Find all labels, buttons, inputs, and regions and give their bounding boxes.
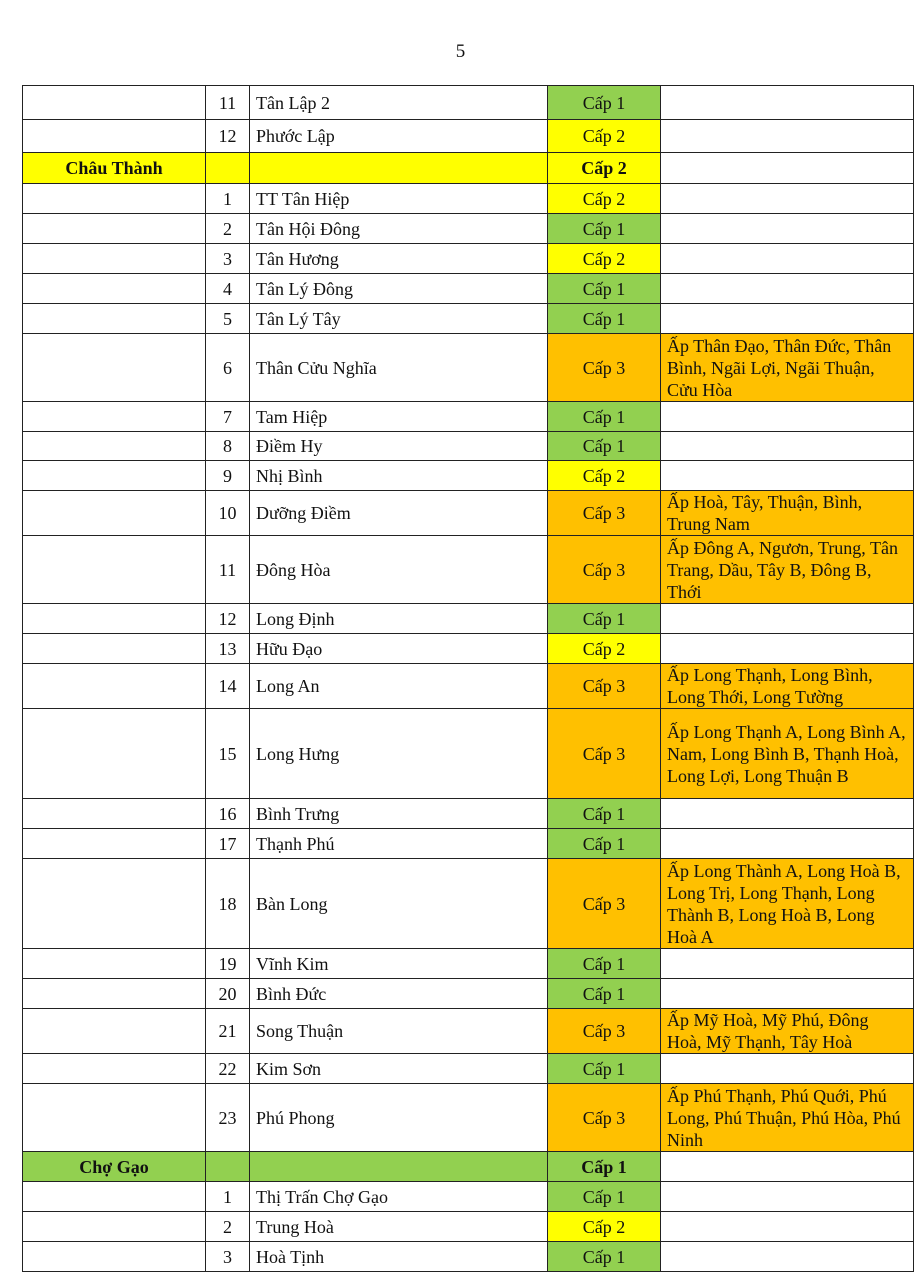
number-cell: 3	[206, 244, 250, 274]
district-cell	[23, 274, 206, 304]
commune-name-cell: Phú Phong	[250, 1084, 548, 1152]
number-cell: 12	[206, 120, 250, 153]
note-cell: Ấp Đông A, Ngươn, Trung, Tân Trang, Dầu, Tây B, Đông B, Thới	[661, 536, 914, 604]
district-cell	[23, 536, 206, 604]
level-cell: Cấp 2	[548, 634, 661, 664]
district-cell	[23, 244, 206, 274]
commune-name-cell: Nhị Bình	[250, 461, 548, 491]
note-cell	[661, 1054, 914, 1084]
commune-name-cell	[250, 153, 548, 184]
commune-name-cell: Bàn Long	[250, 859, 548, 949]
commune-name-cell: Tam Hiệp	[250, 402, 548, 432]
table-row	[23, 86, 914, 120]
number-cell: 7	[206, 402, 250, 432]
district-cell	[23, 432, 206, 461]
level-cell: Cấp 1	[548, 304, 661, 334]
number-cell: 13	[206, 634, 250, 664]
number-cell: 9	[206, 461, 250, 491]
district-cell	[23, 1242, 206, 1272]
table-row	[23, 829, 914, 859]
note-cell: Ấp Phú Thạnh, Phú Quới, Phú Long, Phú Thuận, Phú Hòa, Phú Ninh	[661, 1084, 914, 1152]
note-cell	[661, 1182, 914, 1212]
table-row	[23, 214, 914, 244]
district-cell: Chợ Gạo	[23, 1152, 206, 1182]
table-row	[23, 274, 914, 304]
commune-name-cell: Thân Cửu Nghĩa	[250, 334, 548, 402]
level-cell: Cấp 3	[548, 1084, 661, 1152]
note-cell: Ấp Hoà, Tây, Thuận, Bình, Trung Nam	[661, 491, 914, 536]
commune-name-cell	[250, 1152, 548, 1182]
district-cell	[23, 86, 206, 120]
note-cell	[661, 120, 914, 153]
level-cell: Cấp 3	[548, 1009, 661, 1054]
commune-name-cell: Phước Lập	[250, 120, 548, 153]
district-cell	[23, 304, 206, 334]
table-row	[23, 461, 914, 491]
risk-level-table	[22, 85, 914, 1272]
note-cell	[661, 432, 914, 461]
commune-name-cell: Thị Trấn Chợ Gạo	[250, 1182, 548, 1212]
number-cell: 2	[206, 214, 250, 244]
number-cell: 14	[206, 664, 250, 709]
table-row	[23, 634, 914, 664]
page-number: 5	[455, 41, 466, 62]
district-cell	[23, 979, 206, 1009]
level-cell: Cấp 3	[548, 709, 661, 799]
commune-name-cell: Tân Lý Đông	[250, 274, 548, 304]
note-cell: Ấp Thân Đạo, Thân Đức, Thân Bình, Ngãi Lợi, Ngãi Thuận, Cửu Hòa	[661, 334, 914, 402]
table-row	[23, 244, 914, 274]
note-cell: Ấp Long Thành A, Long Hoà B, Long Trị, Long Thạnh, Long Thành B, Long Hoà B, Long Hoà A	[661, 859, 914, 949]
number-cell: 15	[206, 709, 250, 799]
note-cell	[661, 799, 914, 829]
number-cell: 20	[206, 979, 250, 1009]
note-cell: Ấp Long Thạnh A, Long Bình A, Nam, Long Bình B, Thạnh Hoà, Long Lợi, Long Thuận B	[661, 709, 914, 799]
table-row	[23, 1182, 914, 1212]
level-cell: Cấp 2	[548, 1212, 661, 1242]
table-row	[23, 604, 914, 634]
table-row	[23, 1212, 914, 1242]
number-cell: 5	[206, 304, 250, 334]
note-cell: Ấp Mỹ Hoà, Mỹ Phú, Đông Hoà, Mỹ Thạnh, Tây Hoà	[661, 1009, 914, 1054]
level-cell: Cấp 3	[548, 491, 661, 536]
number-cell	[206, 153, 250, 184]
table-row	[23, 1084, 914, 1152]
table-row	[23, 1242, 914, 1272]
level-cell: Cấp 1	[548, 979, 661, 1009]
district-cell	[23, 184, 206, 214]
district-cell	[23, 799, 206, 829]
note-cell	[661, 1152, 914, 1182]
district-cell	[23, 634, 206, 664]
district-cell	[23, 120, 206, 153]
district-cell	[23, 402, 206, 432]
district-cell	[23, 1084, 206, 1152]
note-cell	[661, 184, 914, 214]
commune-name-cell: Vĩnh Kim	[250, 949, 548, 979]
level-cell: Cấp 1	[548, 604, 661, 634]
note-cell	[661, 402, 914, 432]
level-cell: Cấp 3	[548, 664, 661, 709]
level-cell: Cấp 1	[548, 1054, 661, 1084]
note-cell	[661, 604, 914, 634]
commune-name-cell: Bình Trưng	[250, 799, 548, 829]
commune-name-cell: Tân Hội Đông	[250, 214, 548, 244]
district-cell	[23, 709, 206, 799]
level-cell: Cấp 1	[548, 799, 661, 829]
number-cell: 17	[206, 829, 250, 859]
level-cell: Cấp 1	[548, 829, 661, 859]
commune-name-cell: Điềm Hy	[250, 432, 548, 461]
table-body	[23, 86, 914, 1272]
commune-name-cell: Hữu Đạo	[250, 634, 548, 664]
district-cell	[23, 1212, 206, 1242]
level-cell: Cấp 1	[548, 214, 661, 244]
commune-name-cell: Long Hưng	[250, 709, 548, 799]
table-row	[23, 402, 914, 432]
district-row	[23, 153, 914, 184]
district-cell	[23, 1054, 206, 1084]
commune-name-cell: Dưỡng Điềm	[250, 491, 548, 536]
commune-name-cell: Bình Đức	[250, 979, 548, 1009]
number-cell: 1	[206, 1182, 250, 1212]
district-cell	[23, 604, 206, 634]
level-cell: Cấp 1	[548, 402, 661, 432]
district-cell	[23, 664, 206, 709]
level-cell: Cấp 2	[548, 120, 661, 153]
note-cell: Ấp Long Thạnh, Long Bình, Long Thới, Long Tường	[661, 664, 914, 709]
district-cell	[23, 334, 206, 402]
table-row	[23, 304, 914, 334]
level-cell: Cấp 1	[548, 86, 661, 120]
commune-name-cell: TT Tân Hiệp	[250, 184, 548, 214]
note-cell	[661, 949, 914, 979]
table-row	[23, 859, 914, 949]
note-cell	[661, 1212, 914, 1242]
number-cell: 22	[206, 1054, 250, 1084]
note-cell	[661, 153, 914, 184]
district-cell	[23, 461, 206, 491]
number-cell: 19	[206, 949, 250, 979]
table-row	[23, 120, 914, 153]
number-cell: 10	[206, 491, 250, 536]
level-cell: Cấp 1	[548, 432, 661, 461]
commune-name-cell: Long Định	[250, 604, 548, 634]
district-cell	[23, 214, 206, 244]
level-cell: Cấp 3	[548, 334, 661, 402]
note-cell	[661, 304, 914, 334]
number-cell: 3	[206, 1242, 250, 1272]
note-cell	[661, 244, 914, 274]
note-cell	[661, 979, 914, 1009]
commune-name-cell: Long An	[250, 664, 548, 709]
number-cell: 11	[206, 536, 250, 604]
commune-name-cell: Hoà Tịnh	[250, 1242, 548, 1272]
note-cell	[661, 214, 914, 244]
number-cell: 16	[206, 799, 250, 829]
note-cell	[661, 1242, 914, 1272]
number-cell: 18	[206, 859, 250, 949]
level-cell: Cấp 3	[548, 859, 661, 949]
table-row	[23, 1054, 914, 1084]
level-cell: Cấp 2	[548, 184, 661, 214]
commune-name-cell: Tân Lập 2	[250, 86, 548, 120]
table-row	[23, 432, 914, 461]
district-cell	[23, 491, 206, 536]
number-cell: 4	[206, 274, 250, 304]
note-cell	[661, 634, 914, 664]
number-cell: 8	[206, 432, 250, 461]
number-cell: 1	[206, 184, 250, 214]
table-row	[23, 979, 914, 1009]
note-cell	[661, 86, 914, 120]
table-row	[23, 184, 914, 214]
level-cell: Cấp 2	[548, 244, 661, 274]
level-cell: Cấp 1	[548, 1242, 661, 1272]
commune-name-cell: Tân Lý Tây	[250, 304, 548, 334]
table-row	[23, 949, 914, 979]
table-row	[23, 536, 914, 604]
level-cell: Cấp 2	[548, 153, 661, 184]
note-cell	[661, 274, 914, 304]
number-cell: 2	[206, 1212, 250, 1242]
table-row	[23, 1009, 914, 1054]
district-cell	[23, 829, 206, 859]
district-cell	[23, 1182, 206, 1212]
number-cell: 21	[206, 1009, 250, 1054]
number-cell	[206, 1152, 250, 1182]
number-cell: 23	[206, 1084, 250, 1152]
commune-name-cell: Trung Hoà	[250, 1212, 548, 1242]
note-cell	[661, 461, 914, 491]
level-cell: Cấp 1	[548, 274, 661, 304]
commune-name-cell: Kim Sơn	[250, 1054, 548, 1084]
commune-name-cell: Thạnh Phú	[250, 829, 548, 859]
district-cell	[23, 949, 206, 979]
number-cell: 12	[206, 604, 250, 634]
table-row	[23, 334, 914, 402]
commune-name-cell: Song Thuận	[250, 1009, 548, 1054]
table-row	[23, 709, 914, 799]
table-row	[23, 799, 914, 829]
district-cell	[23, 1009, 206, 1054]
level-cell: Cấp 1	[548, 1182, 661, 1212]
level-cell: Cấp 3	[548, 536, 661, 604]
number-cell: 6	[206, 334, 250, 402]
district-cell: Châu Thành	[23, 153, 206, 184]
level-cell: Cấp 1	[548, 949, 661, 979]
note-cell	[661, 829, 914, 859]
commune-name-cell: Đông Hòa	[250, 536, 548, 604]
level-cell: Cấp 1	[548, 1152, 661, 1182]
commune-name-cell: Tân Hương	[250, 244, 548, 274]
table-row	[23, 491, 914, 536]
district-cell	[23, 859, 206, 949]
table-row	[23, 664, 914, 709]
number-cell: 11	[206, 86, 250, 120]
district-row	[23, 1152, 914, 1182]
level-cell: Cấp 2	[548, 461, 661, 491]
